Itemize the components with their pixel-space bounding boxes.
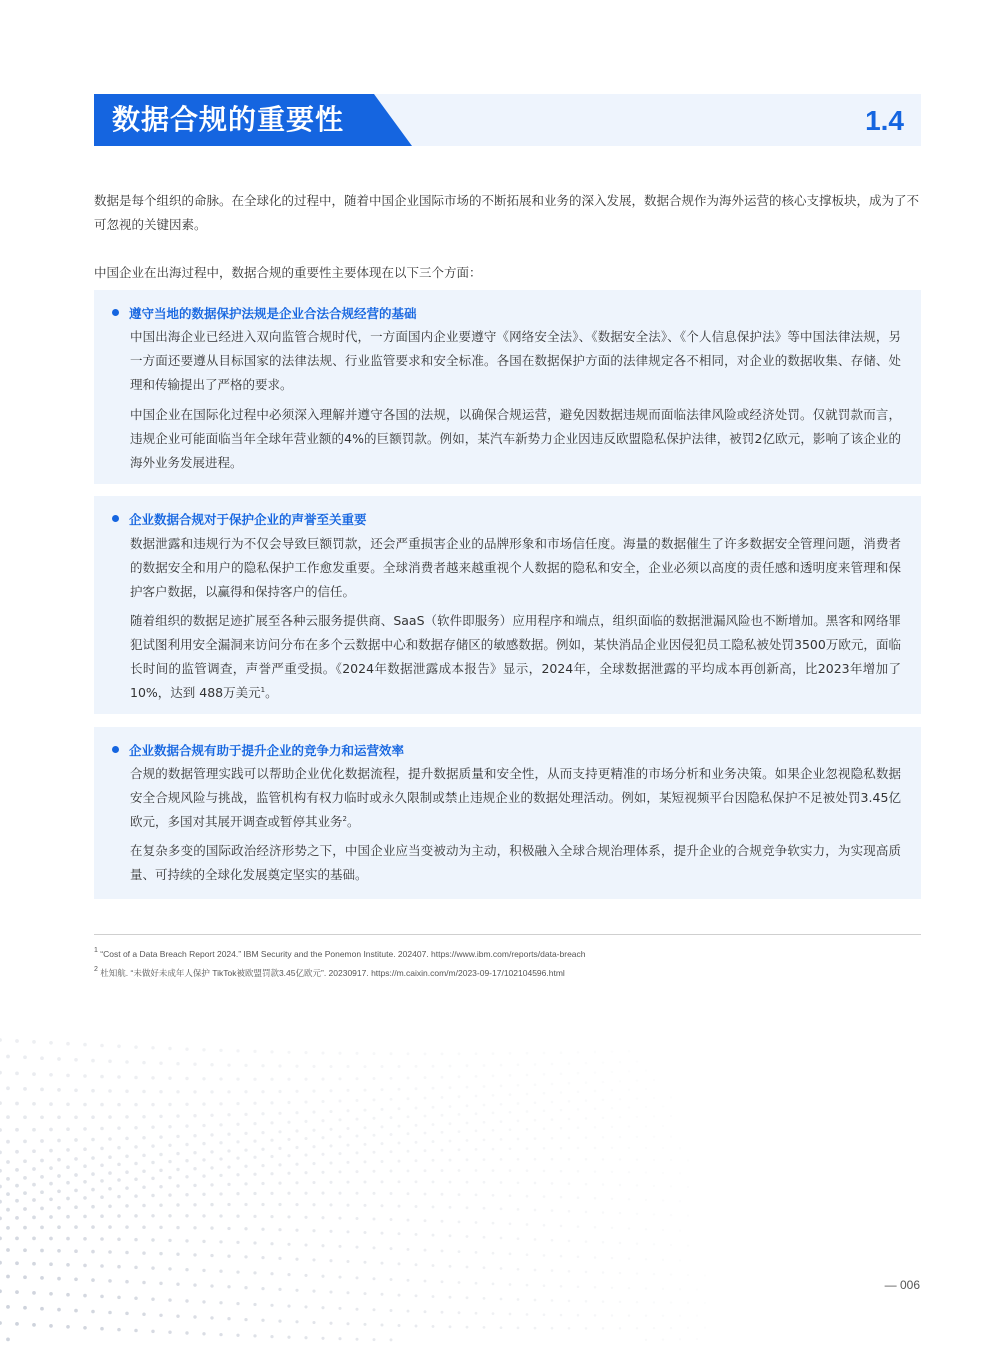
intro-paragraph: 数据是每个组织的命脉。在全球化的过程中，随着中国企业国际市场的不断拓展和业务的深入发展，数据合规作为海外运营的核心支撑板块，成为了不可忽视的关键因素。 [94,193,920,232]
intro-lead-paragraph: 中国企业在出海过程中，数据合规的重要性主要体现在以下三个方面： [94,265,482,280]
aspect-card-3 [94,727,921,899]
aspect-card-1 [94,290,921,484]
aspect-heading: 企业数据合规对于保护企业的声誉至关重要 [112,510,367,530]
footnote-divider [94,934,921,935]
bullet-icon [112,746,119,753]
dot-wave-decoration [0,1000,992,1346]
footnote: $^1$ “Cost of a Data Breach Report 2024.” IBM Security and the Ponemon Institute. 202407. https://www.ibm.com/reports/data-breach [94,947,586,959]
aspect-paragraph: 合规的数据管理实践可以帮助企业优化数据流程，提升数据质量和安全性，从而支持更精准的市场分析和业务决策。如果企业忽视隐私数据安全合规风险与挑战，监管机构有权力临时或永久限制或禁止违规企业的数据处理活动。例如，某短视频平台因隐私保护不足被处罚3.45亿欧元，多国对其展开调查或暂停其业务$^2$。 [130,766,901,829]
aspect-paragraph: 随着组织的数据足迹扩展至各种云服务提供商、SaaS（软件即服务）应用程序和端点，组织面临的数据泄漏风险也不断增加。黑客和网络罪犯试图利用安全漏洞来访问分布在多个云数据中心和数据存储区的敏感数据。例如，某快消品企业因侵犯员工隐私被处罚3500万欧元，面临长时间的监管调查，声誉严重受损。《2024年数据泄露成本报告》显示，2024年，全球数据泄露的平均成本再创新高，比2023年增加了10%，达到 488万美元$^1$。 [130,613,901,700]
aspect-heading: 遵守当地的数据保护法规是企业合法合规经营的基础 [112,304,417,324]
aspect-paragraph: 中国企业在国际化过程中必须深入理解并遵守各国的法规，以确保合规运营，避免因数据违规而面临法律风险或经济处罚。仅就罚款而言，违规企业可能面临当年全球年营业额的4%的巨额罚款。例如，某汽车新势力企业因违反欧盟隐私保护法律，被罚2亿欧元，影响了该企业的海外业务发展进程。 [130,407,901,470]
bullet-icon [112,309,119,316]
footnote-ref[interactable]: 1 [260,686,266,694]
page-number: — 006 [884,1278,920,1292]
aspect-paragraph: 数据泄露和违规行为不仅会导致巨额罚款，还会严重损害企业的品牌形象和市场信任度。海量的数据催生了许多数据安全管理问题，消费者的数据安全和用户的隐私保护工作愈发重要。全球消费者越来越重视个人数据的隐私和安全，企业必须以高度的责任感和透明度来管理和保护客户数据，以赢得和保持客户的信任。 [130,536,901,599]
footnote-ref[interactable]: 2 [342,815,347,823]
aspect-card-2 [94,496,921,714]
bullet-icon [112,515,119,522]
aspect-paragraph: 在复杂多变的国际政治经济形势之下，中国企业应当变被动为主动，积极融入全球合规治理体系，提升企业的合规竞争软实力，为实现高质量、可持续的全球化发展奠定坚实的基础。 [130,843,901,882]
aspect-paragraph: 中国出海企业已经进入双向监管合规时代，一方面国内企业要遵守《网络安全法》、《数据安全法》、《个人信息保护法》等中国法律法规，另一方面还要遵从目标国家的法律法规、行业监管要求和安全标准。各国在数据保护方面的法律规定各不相同，对企业的数据收集、存储、处理和传输提出了严格的要求。 [130,329,901,392]
section-number: 1.4 [865,105,904,136]
section-title: 数据合规的重要性 [112,103,345,136]
footnote: $^2$ 杜知航. “未做好未成年人保护 TikTok被欧盟罚款3.45亿欧元”. 20230917. https://m.caixin.com/m/2023-09-17/102104596.html [94,966,565,978]
aspect-heading: 企业数据合规有助于提升企业的竞争力和运营效率 [112,741,404,761]
